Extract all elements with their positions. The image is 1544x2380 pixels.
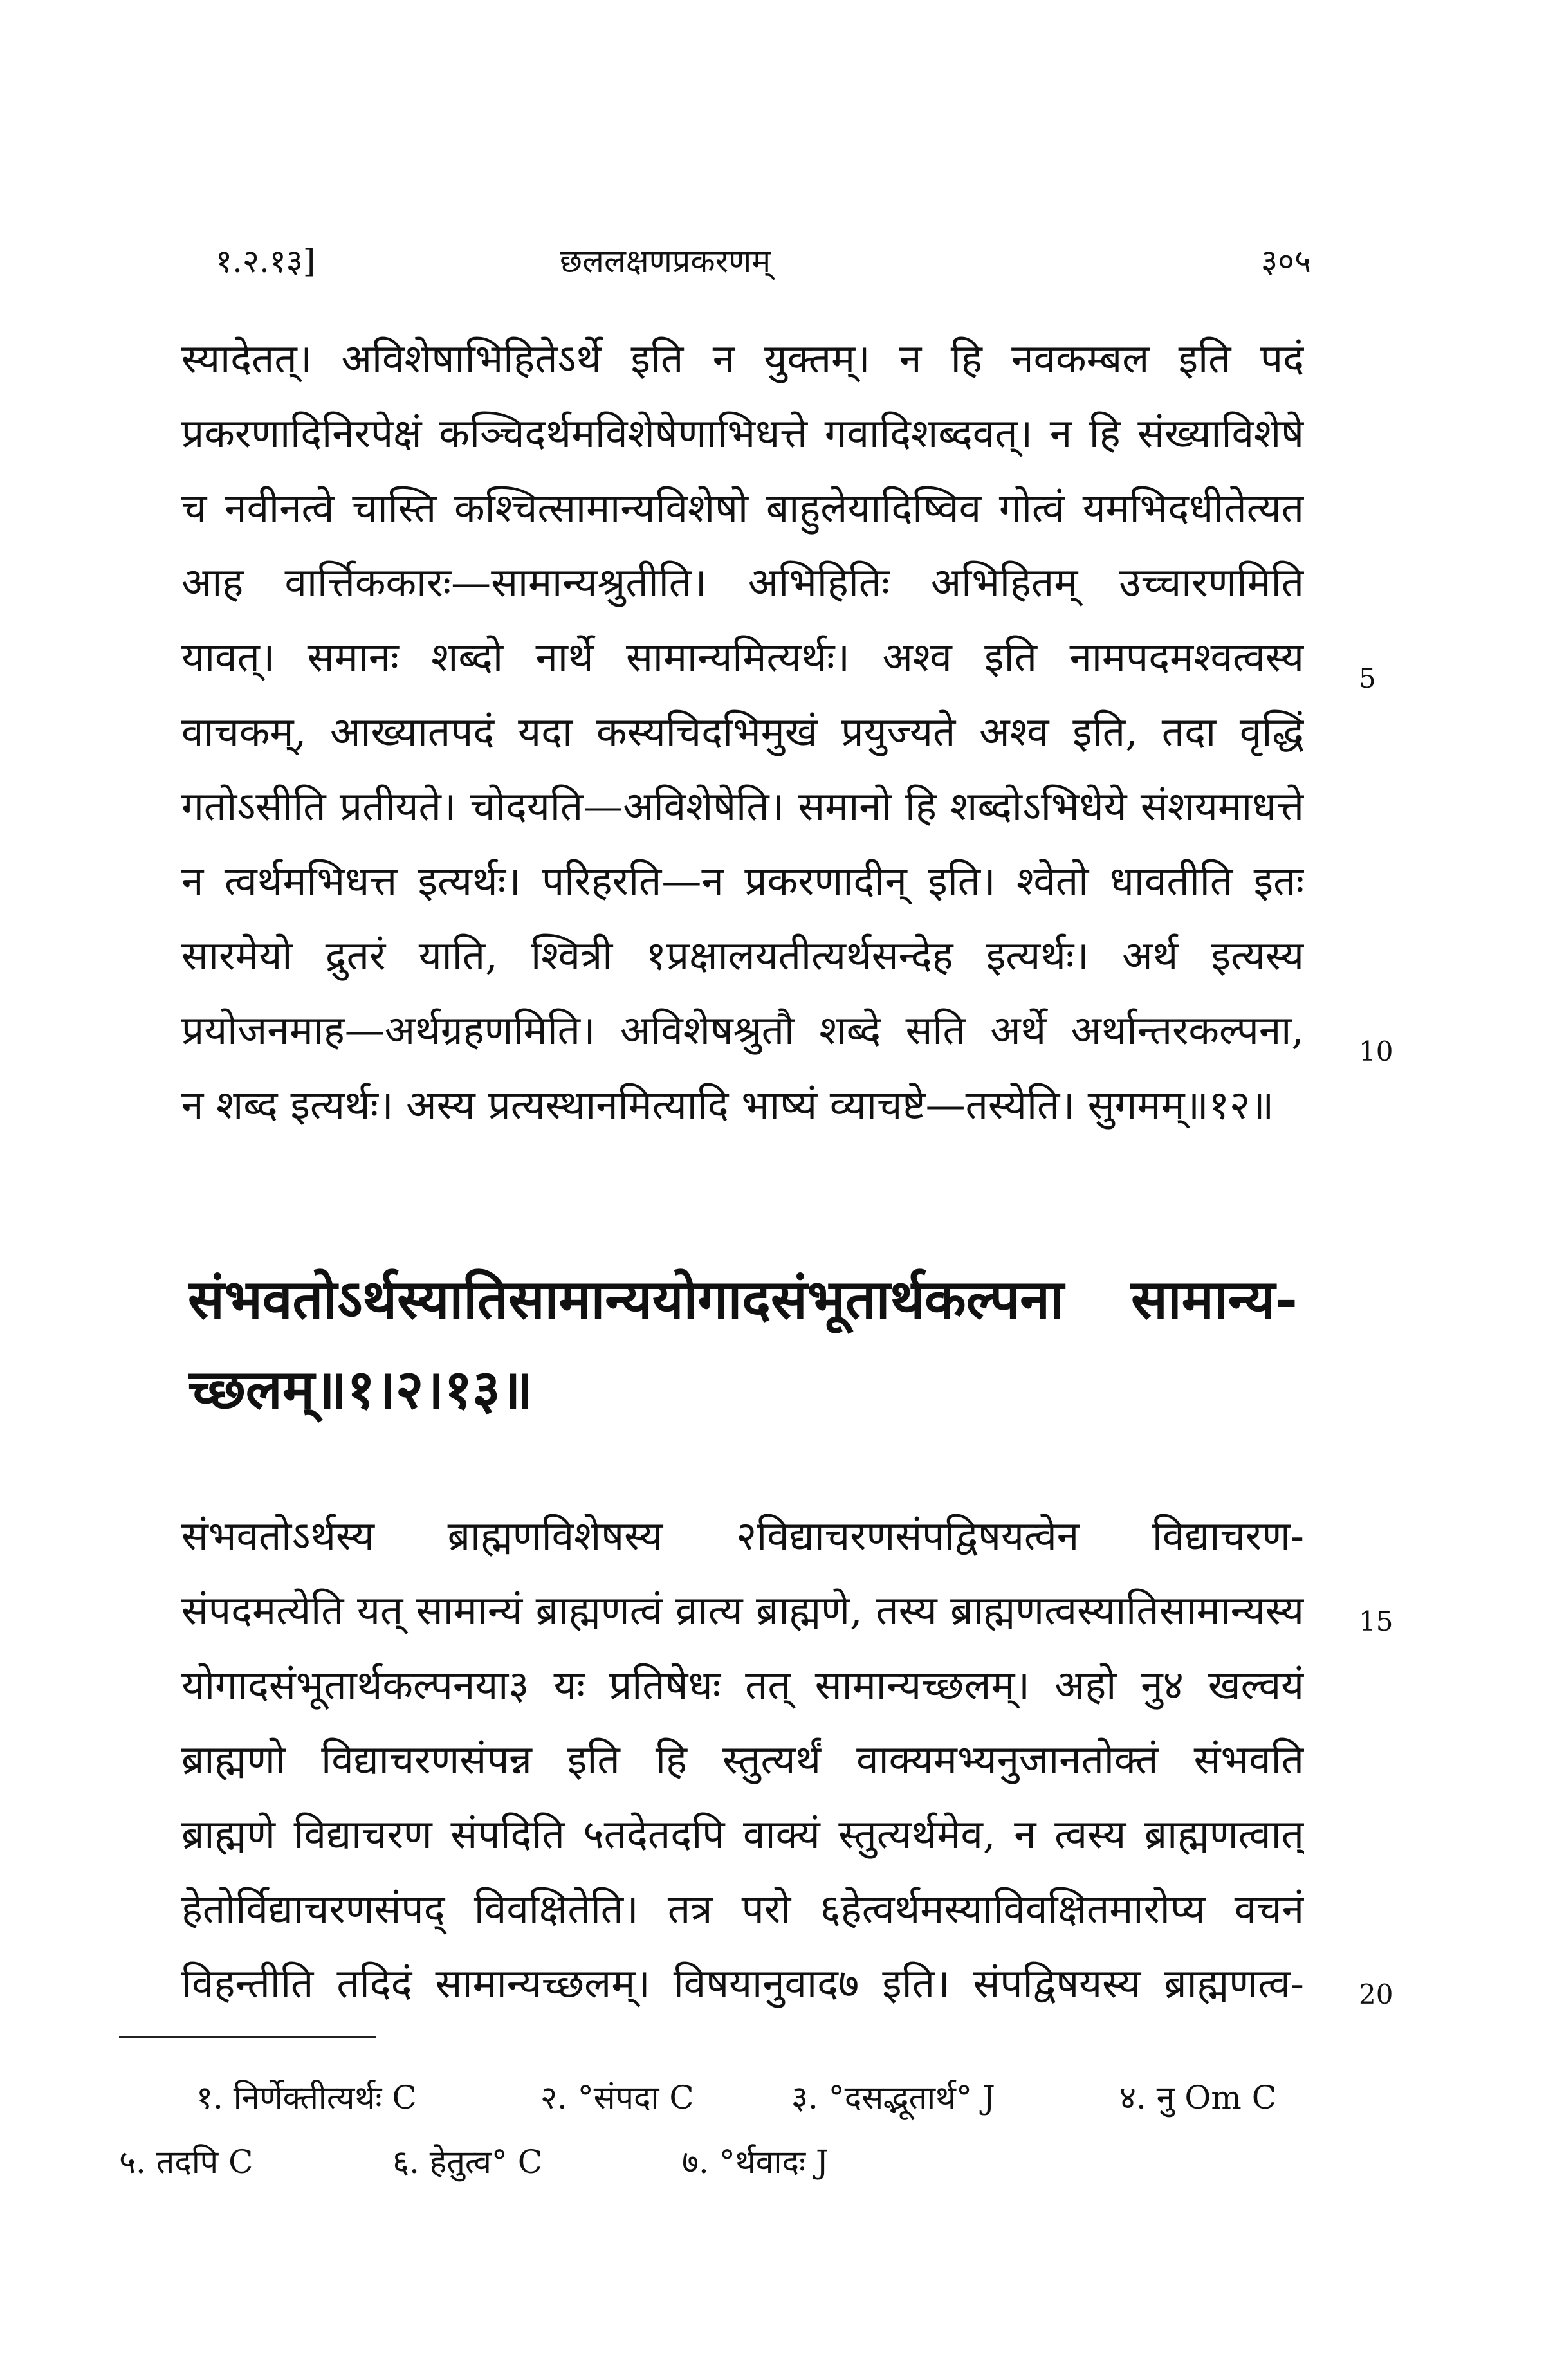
line-number: 20 (1359, 1979, 1393, 2010)
footnote: ६. हेतुत्व° C (392, 2143, 543, 2181)
commentary-line: प्रयोजनमाह—अर्थग्रहणमिति। अविशेषश्रुतौ शब्दे सति अर्थे अर्थान्तरकल्पना, (181, 1007, 1304, 1054)
line-number: 5 (1359, 663, 1376, 694)
commentary-line: स्यादेतत्। अविशेषाभिहितेऽर्थे इति न युक्तम्। न हि नवकम्बल इति पदं (181, 335, 1304, 382)
bhashya-line: हेतोर्विद्याचरणसंपद् विवक्षितेति। तत्र परो ६हेत्वर्थमस्याविवक्षितमारोप्य वचनं (181, 1885, 1304, 1932)
sutra-line: च्छलम्॥१।२।१३॥ (188, 1357, 533, 1421)
bhashya-line: संपदमत्येति यत् सामान्यं ब्राह्मणत्वं व्रात्य ब्राह्मणे, तस्य ब्राह्मणत्वस्यातिसामान्यस्य (181, 1587, 1304, 1634)
commentary-line: आह वार्त्तिककारः—सामान्यश्रुतीति। अभिहितिः अभिहितम् उच्चारणमिति (181, 559, 1304, 606)
line-number: 15 (1359, 1606, 1393, 1637)
footnote-divider (119, 2036, 376, 2038)
sutra-line: संभवतोऽर्थस्यातिसामान्ययोगादसंभूतार्थकल्पना सामान्य- (188, 1267, 1298, 1331)
commentary-line: यावत्। समानः शब्दो नार्थे सामान्यमित्यर्थः। अश्व इति नामपदमश्वत्वस्य (181, 634, 1304, 681)
bhashya-line: ब्राह्मणे विद्याचरण संपदिति ५तदेतदपि वाक्यं स्तुत्यर्थमेव, न त्वस्य ब्राह्मणत्वात् (181, 1811, 1304, 1858)
footnote: २. °संपदा C (540, 2079, 694, 2116)
commentary-line: गतोऽसीति प्रतीयते। चोदयति—अविशेषेति। समानो हि शब्दोऽभिधेये संशयमाधत्ते (181, 783, 1304, 830)
bhashya-line: योगादसंभूतार्थकल्पनया३ यः प्रतिषेधः तत् सामान्यच्छलम्। अहो नु४ खल्वयं (181, 1661, 1304, 1708)
bhashya-line: ब्राह्मणो विद्याचरणसंपन्न इति हि स्तुत्यर्थं वाक्यमभ्यनुजानतोक्तं संभवति (181, 1736, 1304, 1783)
footnote: ७. °र्थवादः J (682, 2143, 829, 2181)
line-number: 10 (1359, 1036, 1393, 1067)
bhashya-line: विहन्तीति तदिदं सामान्यच्छलम्। विषयानुवाद७ इति। संपद्विषयस्य ब्राह्मणत्व- (181, 1960, 1304, 2007)
commentary-line: न शब्द इत्यर्थः। अस्य प्रत्यस्थानमित्यादि भाष्यं व्याचष्टे—तस्येति। सुगमम्॥१२॥ (181, 1081, 1274, 1128)
footnote: ५. तदपि C (119, 2143, 253, 2181)
page-number: ३०५ (1261, 243, 1311, 280)
commentary-line: सारमेयो द्रुतरं याति, श्वित्री १प्रक्षालयतीत्यर्थसन्देह इत्यर्थः। अर्थ इत्यस्य (181, 932, 1304, 979)
commentary-line: वाचकम्, आख्यातपदं यदा कस्यचिदभिमुखं प्रयुज्यते अश्व इति, तदा वृद्धिं (181, 708, 1304, 755)
running-head-title: छललक्षणप्रकरणम् (560, 243, 771, 280)
footnote: ४. नु Om C (1119, 2079, 1276, 2116)
bhashya-line: संभवतोऽर्थस्य ब्राह्मणविशेषस्य २विद्याचरणसंपद्विषयत्वेन विद्याचरण- (181, 1512, 1304, 1559)
footnote: ३. °दसद्भूतार्थ° J (791, 2079, 995, 2116)
commentary-line: प्रकरणादिनिरपेक्षं कञ्चिदर्थमविशेषेणाभिधत्ते गवादिशब्दवत्। न हि संख्याविशेषे (181, 410, 1304, 457)
running-head-reference: १.२.१३] (216, 243, 316, 280)
commentary-line: च नवीनत्वे चास्ति कश्चित्सामान्यविशेषो बाहुलेयादिष्विव गोत्वं यमभिदधीतेत्यत (181, 484, 1304, 531)
footnote: १. निर्णेक्तीत्यर्थः C (196, 2079, 417, 2116)
commentary-line: न त्वर्थमभिधत्त इत्यर्थः। परिहरति—न प्रकरणादीन् इति। श्वेतो धावतीति इतः (181, 857, 1304, 904)
